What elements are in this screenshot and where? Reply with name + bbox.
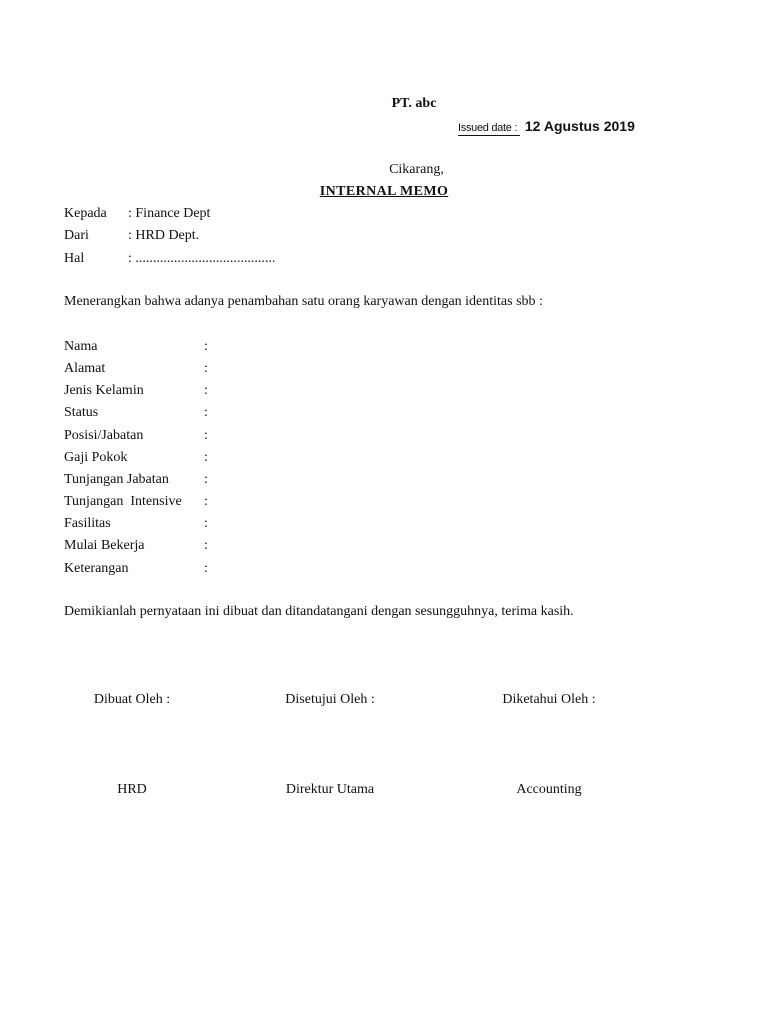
closing-paragraph: Demikianlah pernyataan ini dibuat dan ditandatangani dengan sesungguhnya, terima kasih. [64,604,574,619]
field-row [64,383,208,399]
memo-title: INTERNAL MEMO [319,184,449,199]
field-row [64,405,208,421]
field-separator: : [204,516,208,531]
signature-role-creator: Dibuat Oleh : [93,692,171,707]
field-separator: : [204,472,208,487]
field-label: Keterangan [64,561,129,576]
field-label: Status [64,405,99,420]
field-row [64,361,208,377]
field-separator: : [204,538,208,553]
signature-role-acknowledger: Diketahui Oleh : [502,692,596,707]
field-separator: : [204,339,208,354]
field-separator: : [204,361,208,376]
field-separator: : [204,383,208,398]
issued-date-line [458,118,635,136]
field-label: Mulai Bekerja [64,538,145,553]
signature-name-approver: Direktur Utama [285,782,375,797]
field-label: Jenis Kelamin [64,383,144,398]
field-label: Tunjangan Intensive [64,494,182,509]
field-row [64,516,208,532]
issued-date-value: 12 Agustus 2019 [524,118,635,134]
field-label: Gaji Pokok [64,450,128,465]
place: Cikarang, [389,162,444,177]
memo-header-value: : Finance Dept [128,206,211,221]
field-separator: : [204,428,208,443]
field-row [64,494,208,510]
field-label: Alamat [64,361,106,376]
field-row [64,472,208,488]
memo-header-label: Dari [64,228,89,243]
memo-header-value: : ........................................ [128,251,276,266]
memo-header-to [64,206,210,222]
field-label: Nama [64,339,98,354]
field-row [64,450,208,466]
issued-date-label: Issued date : [458,122,520,136]
signature-name-creator: HRD [117,782,147,797]
memo-header-label: Kepada [64,206,107,221]
field-separator: : [204,561,208,576]
field-label: Fasilitas [64,516,111,531]
field-row [64,538,208,554]
field-row [64,339,208,355]
field-row [64,561,208,577]
field-label: Tunjangan Jabatan [64,472,169,487]
intro-paragraph: Menerangkan bahwa adanya penambahan satu orang karyawan dengan identitas sbb : [64,294,543,309]
memo-header-from [64,228,199,244]
field-label: Posisi/Jabatan [64,428,144,443]
field-separator: : [204,450,208,465]
field-separator: : [204,405,208,420]
memo-header-label: Hal [64,251,85,266]
memo-header-subject [64,251,275,267]
signature-name-acknowledger: Accounting [516,782,582,797]
memo-header-value: : HRD Dept. [128,228,200,243]
field-separator: : [204,494,208,509]
signature-role-approver: Disetujui Oleh : [285,692,375,707]
company-name: PT. abc [391,96,437,111]
field-row [64,428,208,444]
